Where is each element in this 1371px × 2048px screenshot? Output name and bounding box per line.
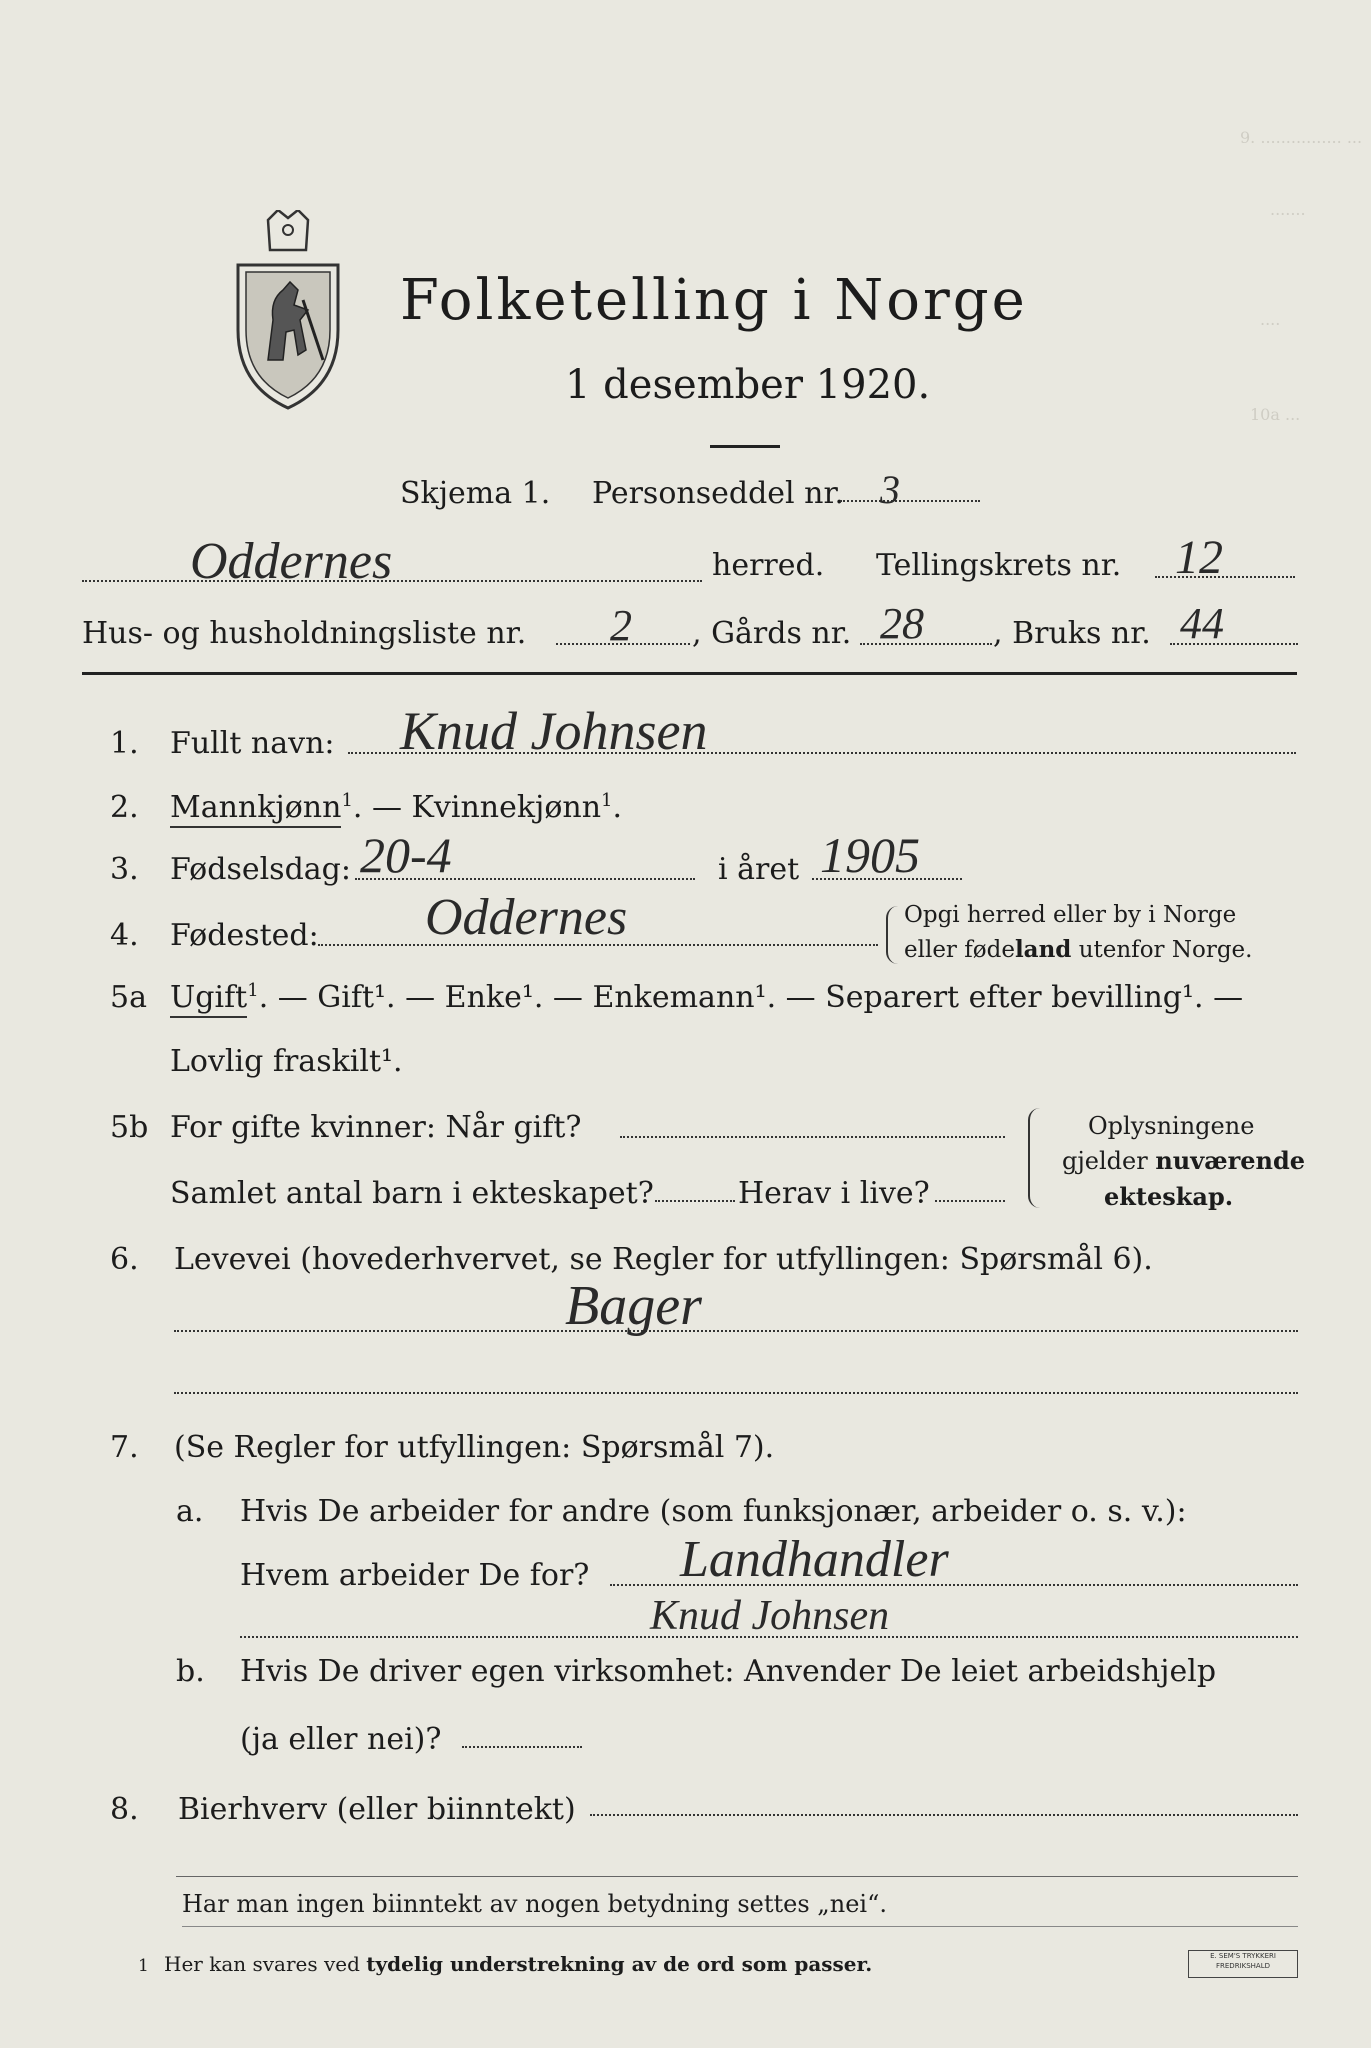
sex-female-option: Kvinnekjønn xyxy=(411,790,602,825)
employer-label: Hvem arbeider De for? xyxy=(240,1558,590,1593)
q7b-number: b. xyxy=(176,1654,205,1689)
birthplace-value: Oddernes xyxy=(425,889,628,946)
census-date: 1 desember 1920. xyxy=(565,362,931,408)
q5a-marital-options: Ugift$^1$. — Gift¹. — Enke¹. — Enkemann¹. — Separert efter bevilling¹. — xyxy=(170,980,1243,1015)
norway-coat-of-arms-icon xyxy=(228,210,348,410)
marital-unmarried-option: Ugift xyxy=(170,980,247,1018)
q7-number: 7. xyxy=(110,1430,139,1465)
q3-label: Fødselsdag: xyxy=(170,852,351,887)
hired-help-label: (ja eller nei)? xyxy=(240,1722,442,1757)
herred-label: herred. xyxy=(712,548,825,583)
q7b-label: Hvis De driver egen virksomhet: Anvender De leiet arbeidshjelp xyxy=(240,1654,1217,1689)
tellingskrets-value: 12 xyxy=(1175,531,1223,584)
gards-value: 28 xyxy=(880,599,924,648)
income-note: Har man ingen biinntekt av nogen betydning settes „nei“. xyxy=(182,1890,887,1918)
q5b-number: 5b xyxy=(110,1110,149,1145)
q5a-line2: Lovlig fraskilt¹. xyxy=(170,1044,403,1079)
q6-label: Levevei (hovederhvervet, se Regler for utfyllingen: Spørsmål 6). xyxy=(174,1242,1153,1277)
married-note-3: ekteskap. xyxy=(1104,1182,1234,1211)
printer-stamp: E. SEM'S TRYKKERI FREDRIKSHALD xyxy=(1188,1950,1298,1978)
children-alive-label: Herav i live? xyxy=(738,1176,930,1211)
employer-value-1: Landhandler xyxy=(680,1531,949,1588)
bruks-value: 44 xyxy=(1180,599,1224,648)
q6-number: 6. xyxy=(110,1242,139,1277)
page-title: Folketelling i Norge xyxy=(400,268,1028,333)
q4-label: Fødested: xyxy=(170,918,319,953)
q1-label: Fullt navn: xyxy=(170,726,335,761)
q8-number: 8. xyxy=(110,1792,139,1827)
footnote-number: 1 xyxy=(138,1956,149,1976)
birth-year-label: i året xyxy=(718,852,800,887)
hus-label: Hus- og husholdningsliste nr. xyxy=(82,616,527,651)
q4-number: 4. xyxy=(110,918,139,953)
employer-value-2: Knud Johnsen xyxy=(650,1593,890,1639)
gards-label: , Gårds nr. xyxy=(692,616,852,651)
personseddel-label: Personseddel nr. xyxy=(592,476,845,511)
q7-label: (Se Regler for utfyllingen: Spørsmål 7). xyxy=(174,1430,775,1465)
q7a-label: Hvis De arbeider for andre (som funksjonær, arbeider o. s. v.): xyxy=(240,1494,1187,1529)
full-name-value: Knud Johnsen xyxy=(400,701,708,761)
schema-label: Skjema 1. xyxy=(400,476,551,511)
q5a-number: 5a xyxy=(110,980,147,1015)
q2-sex-options: Mannkjønn$^1$. — Kvinnekjønn$^1$. xyxy=(170,790,622,825)
hus-value: 2 xyxy=(610,601,632,650)
herred-value: Oddernes xyxy=(190,533,393,590)
q7a-number: a. xyxy=(176,1494,204,1529)
children-count-label: Samlet antal barn i ekteskapet? xyxy=(170,1176,654,1211)
personseddel-value: 3 xyxy=(880,467,900,512)
birth-year-value: 1905 xyxy=(820,827,920,883)
q2-number: 2. xyxy=(110,790,139,825)
sex-male-option: Mannkjønn xyxy=(170,790,341,828)
q8-label: Bierhverv (eller biinntekt) xyxy=(178,1792,576,1827)
married-note-2: gjelder nuværende xyxy=(1062,1146,1306,1175)
q1-number: 1. xyxy=(110,726,139,761)
birth-date-value: 20-4 xyxy=(360,827,452,883)
bruks-label: , Bruks nr. xyxy=(993,616,1151,651)
birthplace-note-2: eller fødeland utenfor Norge. xyxy=(904,936,1253,963)
birthplace-note-1: Opgi herred eller by i Norge xyxy=(904,902,1237,928)
tellingskrets-label: Tellingskrets nr. xyxy=(876,548,1122,583)
married-note-1: Oplysningene xyxy=(1088,1112,1255,1140)
census-form-page: 9. ................ ... ....... .... 10a ... Folketelling i Norge 1 desember 1920. Skjema 1. Personseddel nr. 3 Oddernes herred. Tellingskrets nr. 12 Hus- og husholdningsliste nr. 2 , Gårds nr. 28 , Bruks nr. 44 1. Fullt navn: Knud Johnsen 2. Mannkjønn$^1$. — Kvinnekjønn$^1$. 3. Fødselsdag: 20-4 i året 1905 4. Fødested: Oddernes Opgi herred eller by i Norge eller fødeland utenfor Norge. 5a Ugift$^1$. — Gift¹. — Enke¹. — Enkemann¹. — Separert efter bevilling¹. — Lovlig fraskilt¹. 5b For gifte kvinner: Når gift? Samlet antal barn i ekteskapet? Herav i live? Oplysningene gjelder nuværende ekteskap. 6. Levevei (hovederhvervet, se Regler for utfyllingen: Spørsmål 6). Bager 7. (Se Regler for utfyllingen: Spørsmål 7). a. Hvis De arbeider for andre (som funksjonær, arbeider o. s. v.): Hvem arbeider De for? Landhandler Knud Johnsen b. Hvis De driver egen virksomhet: Anvender De leiet arbeidshjelp (ja eller nei)? 8. Bierhverv (eller biinntekt) Har man ingen biinntekt av nogen betydning settes „nei“. 1 Her kan svares ved tydelig understrekning av de ord som passer. E. SEM'S TRYKKERI FREDRIKSHALD xyxy=(0,0,1371,2048)
married-when-label: For gifte kvinner: Når gift? xyxy=(170,1110,582,1145)
q3-number: 3. xyxy=(110,852,139,887)
occupation-value: Bager xyxy=(565,1275,702,1337)
footnote-text: Her kan svares ved tydelig understrekning av de ord som passer. xyxy=(164,1952,873,1976)
